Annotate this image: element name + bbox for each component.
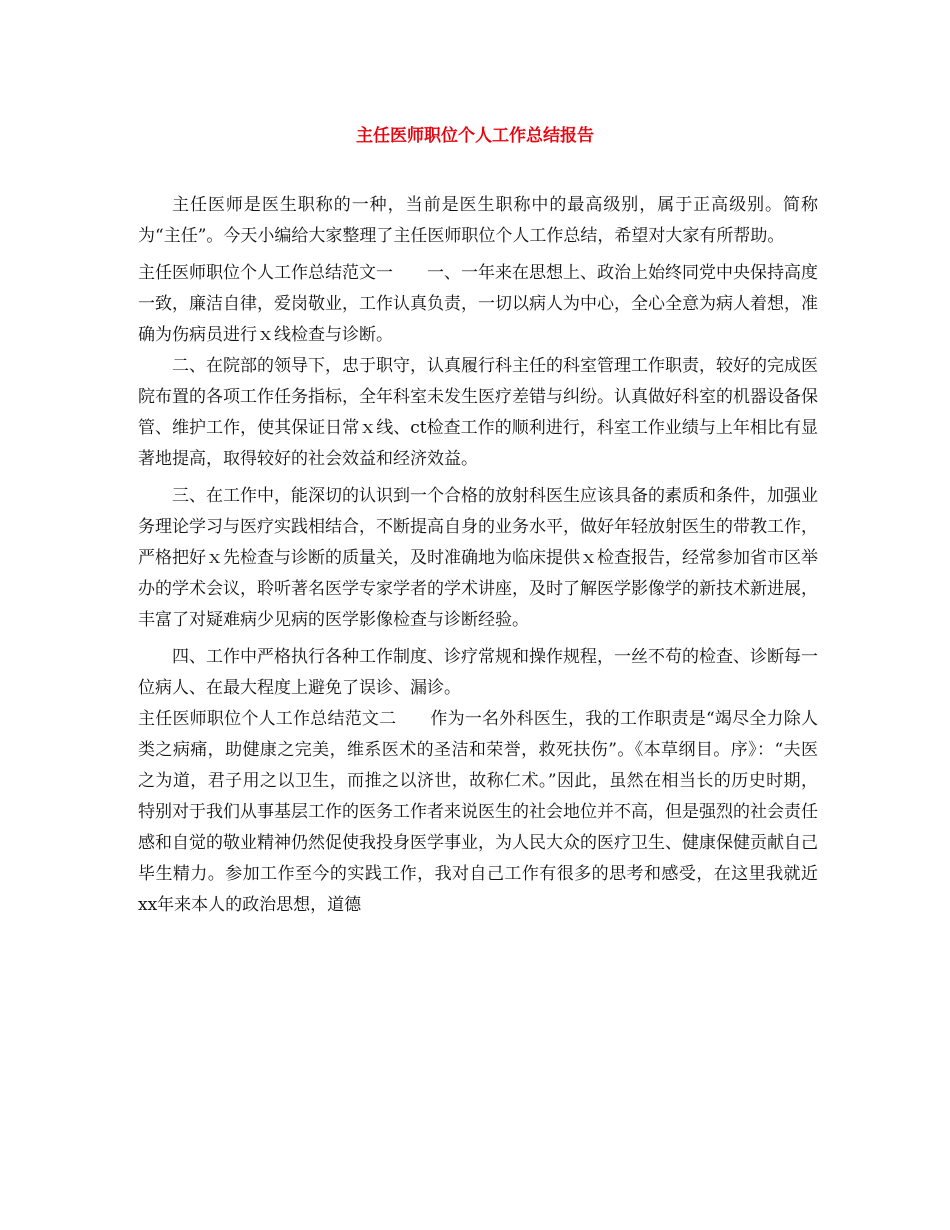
document-title: 主任医师职位个人工作总结报告 (356, 126, 594, 146)
paragraph-text: 四、工作中严格执行各种工作制度、诊疗常规和操作规程，一丝不苟的检查、诊断每一位病人、在最大程度上避免了误诊、漏诊。 (138, 647, 818, 698)
paragraph-text: 主任医师是医生职称的一种，当前是医生职称中的最高级别，属于正高级别。简称为“主任”。今天小编给大家整理了主任医师职位个人工作总结，希望对大家有所帮助。 (138, 195, 818, 246)
paragraph-text: 三、在工作中，能深切的认识到一个合格的放射科医生应该具备的素质和条件，加强业务理论学习与医疗实践相结合，不断提高自身的业务水平，做好年轻放射医生的带教工作，严格把好ｘ先检查与诊断的质量关，及时准确地为临床提供ｘ检查报告，经常参加省市区举办的学术会议，聆听著名医学专家学者的学术讲座，及时了解医学影像学的新技术新进展，丰富了对疑难病少见病的医学影像检查与诊断经验。 (138, 486, 818, 630)
paragraph-point-three (138, 481, 818, 636)
paragraph-sample-two (138, 704, 818, 921)
section-heading-sample-two: 主任医师职位个人工作总结范文二 (138, 709, 397, 729)
paragraph-text: 一、一年来在思想上、政治上始终同党中央保持高度一致，廉洁自律，爱岗敬业，工作认真负责，一切以病人为中心，全心全意为病人着想，准确为伤病员进行ｘ线检查与诊断。 (138, 263, 818, 345)
paragraph-intro (138, 190, 818, 252)
paragraph-text: 作为一名外科医生，我的工作职责是“竭尽全力除人类之病痛，助健康之完美，维系医术的圣洁和荣誉，救死扶伤”。《本草纲目。序》：“夫医之为道，君子用之以卫生，而推之以济世，故称仁术。”因此，虽然在相当长的历史时期，特别对于我们从事基层工作的医务工作者来说医生的社会地位并不高，但是强烈的社会责任感和自觉的敬业精神仍然促使我投身医学事业，为人民大众的医疗卫生、健康保健贡献自己毕生精力。参加工作至今的实践工作，我对自己工作有很多的思考和感受，在这里我就近xx年来本人的政治思想，道德 (138, 709, 818, 915)
section-heading-sample-one: 主任医师职位个人工作总结范文一 (138, 263, 393, 283)
paragraph-point-four (138, 642, 818, 704)
paragraph-sample-one (138, 258, 818, 351)
document-body (138, 190, 818, 927)
paragraph-text: 二、在院部的领导下，忠于职守，认真履行科主任的科室管理工作职责，较好的完成医院布置的各项工作任务指标，全年科室未发生医疗差错与纠纷。认真做好科室的机器设备保管、维护工作，使其保证日常ｘ线、ct检查工作的顺利进行，科室工作业绩与上年相比有显著地提高，取得较好的社会效益和经济效益。 (138, 356, 818, 469)
paragraph-point-two (138, 351, 818, 475)
